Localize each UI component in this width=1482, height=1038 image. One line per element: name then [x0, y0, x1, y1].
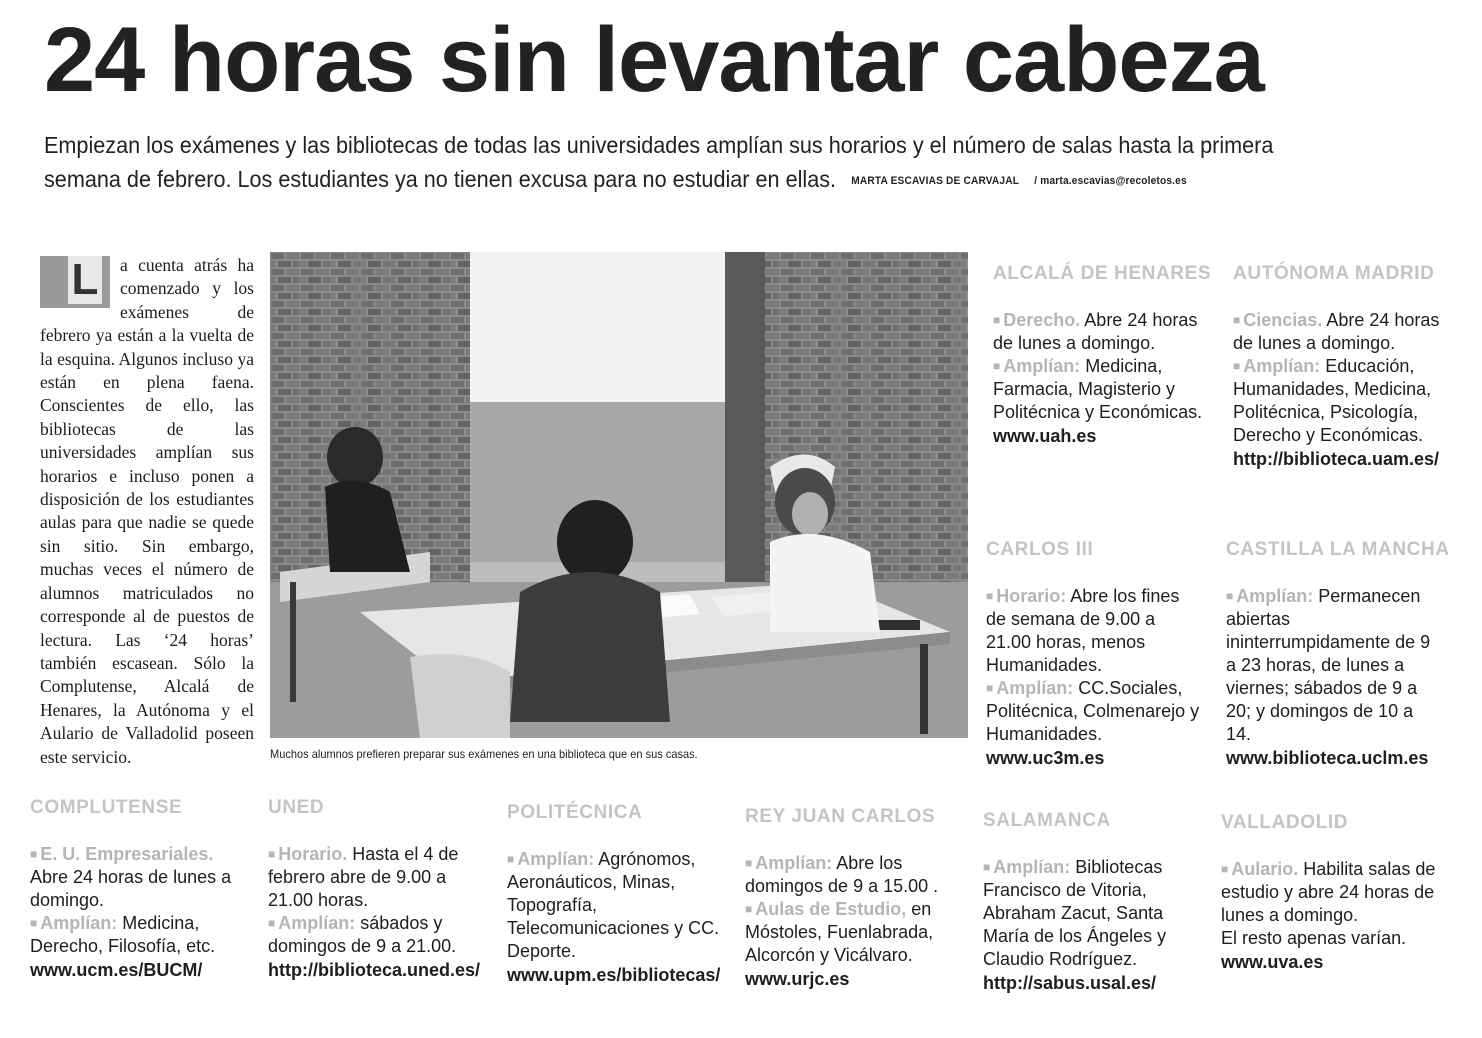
- box-text: Medicina, Farmacia, Magisterio y Politécnica y Económicas.: [993, 356, 1203, 422]
- box-line: [268, 912, 483, 958]
- bullet-icon: ■: [268, 847, 276, 861]
- box-label: Amplían:: [278, 913, 356, 933]
- box-title: REY JUAN CARLOS: [745, 806, 936, 827]
- bullet-icon: ■: [1226, 589, 1234, 603]
- box-text: Abre los fines de semana de 9.00 a 21.00 horas, menos Humanidades.: [986, 586, 1180, 675]
- bullet-icon: ■: [986, 589, 994, 603]
- box-label: Horario.: [278, 844, 348, 864]
- box-line: [1233, 309, 1448, 355]
- box-rey: [745, 805, 960, 991]
- box-line: [745, 898, 960, 967]
- box-line: [507, 848, 722, 963]
- box-url[interactable]: www.uva.es: [1221, 952, 1324, 972]
- box-line: [983, 856, 1193, 971]
- headline: 24 horas sin levantar cabeza: [44, 9, 1264, 111]
- box-label: Horario:: [996, 586, 1067, 606]
- bullet-icon: ■: [30, 916, 38, 930]
- box-title: VALLADOLID: [1221, 812, 1349, 833]
- box-text: Permanecen abiertas ininterrumpidamente de 9 a 23 horas, de lunes a viernes; sábados de 9 a 20; y domingos de 10 a 14.: [1226, 586, 1431, 744]
- bullet-icon: ■: [507, 852, 515, 866]
- box-url[interactable]: www.biblioteca.uclm.es: [1226, 748, 1429, 768]
- box-label: Aulas de Estudio,: [755, 899, 907, 919]
- box-line: [1221, 858, 1436, 927]
- box-label: Aulario.: [1231, 859, 1299, 879]
- library-photo-illustration: [270, 252, 968, 738]
- box-valladolid: [1221, 811, 1436, 974]
- bullet-icon: ■: [268, 916, 276, 930]
- article-text: a cuenta atrás ha comenzado y los exámenes de febrero ya están a la vuelta de la esquina. Algunos incluso ya están en plena faena. Conscientes de ello, las bibliotecas de las universidades amplían sus horarios e incluso ponen a disposición de los estudiantes aulas para que nadie se quede sin sitio. Sin embargo, muchas veces el número de alumnos matriculados no corresponde al de puestos de lectura. Las ‘24 horas’ también escasean. Sólo la Complutense, Alcalá de Henares, la Autónoma y el Aulario de Valladolid poseen este servicio.: [40, 255, 254, 767]
- box-title: POLITÉCNICA: [507, 802, 643, 823]
- box-text: Abre 24 horas de lunes a domingo.: [993, 310, 1198, 353]
- box-text: Bibliotecas Francisco de Vitoria, Abraham Zacut, Santa María de los Ángeles y Claudio Rodríguez.: [983, 857, 1167, 969]
- box-alcala: [993, 262, 1212, 448]
- box-extra: El resto apenas varían.: [1221, 928, 1407, 948]
- box-title: SALAMANCA: [983, 810, 1111, 831]
- box-label: Amplían:: [1243, 356, 1321, 376]
- box-url[interactable]: http://biblioteca.uam.es/: [1233, 449, 1440, 469]
- box-line: [993, 355, 1203, 424]
- box-title: ALCALÁ DE HENARES: [993, 263, 1212, 284]
- box-line: [986, 585, 1201, 677]
- box-line: [30, 912, 245, 958]
- box-url[interactable]: www.ucm.es/BUCM/: [30, 960, 203, 980]
- box-text: Hasta el 4 de febrero abre de 9.00 a 21.00 horas.: [268, 844, 459, 910]
- box-title: AUTÓNOMA MADRID: [1233, 263, 1435, 284]
- bullet-icon: ■: [745, 856, 753, 870]
- box-text: Abre 24 horas de lunes a domingo.: [30, 867, 232, 910]
- box-text: en Móstoles, Fuenlabrada, Alcorcón y Vicálvaro.: [745, 899, 934, 965]
- box-label: Amplían:: [755, 853, 833, 873]
- box-complutense: [30, 796, 245, 982]
- bullet-icon: ■: [1233, 313, 1241, 327]
- box-text: Medicina, Derecho, Filosofía, etc.: [30, 913, 216, 956]
- bullet-icon: ■: [986, 681, 994, 695]
- box-label: Amplían:: [1003, 356, 1081, 376]
- box-line: [268, 843, 483, 912]
- box-label: E. U. Empresariales.: [40, 844, 214, 864]
- box-line: [30, 843, 245, 912]
- byline-email: / marta.escavias@recoletos.es: [1034, 175, 1187, 187]
- box-line: [1233, 355, 1448, 447]
- box-label: Amplían:: [1236, 586, 1314, 606]
- subhead: [44, 128, 1332, 198]
- box-autonoma: [1233, 262, 1448, 471]
- article-body: [40, 254, 254, 769]
- box-line: [745, 852, 960, 898]
- bullet-icon: ■: [993, 359, 1001, 373]
- box-uned: [268, 796, 483, 982]
- box-label: Amplían:: [517, 849, 595, 869]
- photo-caption: Muchos alumnos prefieren preparar sus exámenes en una biblioteca que en sus casas.: [270, 747, 698, 761]
- box-url[interactable]: http://sabus.usal.es/: [983, 973, 1157, 993]
- box-label: Derecho.: [1003, 310, 1081, 330]
- box-label: Amplían:: [996, 678, 1074, 698]
- box-label: Ciencias.: [1243, 310, 1323, 330]
- bullet-icon: ■: [983, 860, 991, 874]
- box-line: [1226, 585, 1441, 746]
- box-url[interactable]: www.uc3m.es: [986, 748, 1105, 768]
- box-line: [986, 677, 1201, 746]
- box-carlos: [986, 538, 1201, 770]
- library-photo: [270, 252, 968, 738]
- box-text: Agrónomos, Aeronáuticos, Minas, Topografía, Telecomunicaciones y CC. Deporte.: [507, 849, 720, 961]
- box-line: [993, 309, 1203, 355]
- box-title: UNED: [268, 797, 325, 818]
- box-text: CC.Sociales, Politécnica, Colmenarejo y Humanidades.: [986, 678, 1200, 744]
- box-label: Amplían:: [993, 857, 1071, 877]
- box-text: sábados y domingos de 9 a 21.00.: [268, 913, 457, 956]
- box-title: COMPLUTENSE: [30, 797, 183, 818]
- box-url[interactable]: www.uah.es: [993, 426, 1097, 446]
- box-text: Educación, Humanidades, Medicina, Politécnica, Psicología, Derecho y Económicas.: [1233, 356, 1432, 445]
- box-title: CARLOS III: [986, 539, 1094, 560]
- box-text: Abre los domingos de 9 a 15.00 .: [745, 853, 939, 896]
- box-url[interactable]: http://biblioteca.uned.es/: [268, 960, 481, 980]
- box-text: Abre 24 horas de lunes a domingo.: [1233, 310, 1440, 353]
- box-castilla: [1226, 538, 1450, 770]
- box-politecnica: [507, 801, 722, 987]
- box-text: Habilita salas de estudio y abre 24 horas de lunes a domingo.: [1221, 859, 1436, 925]
- dropcap-letter: L: [68, 256, 102, 304]
- box-url[interactable]: www.urjc.es: [745, 969, 850, 989]
- box-salamanca: [983, 809, 1193, 995]
- bullet-icon: ■: [993, 313, 1001, 327]
- box-label: Amplían:: [40, 913, 118, 933]
- bullet-icon: ■: [1221, 862, 1229, 876]
- bullet-icon: ■: [745, 902, 753, 916]
- bullet-icon: ■: [1233, 359, 1241, 373]
- subhead-text: Empiezan los exámenes y las bibliotecas de todas las universidades amplían sus horarios y el número de salas hasta la primera semana de febrero. Los estudiantes ya no tienen excusa para no estudiar en ellas.: [44, 132, 1274, 192]
- box-url[interactable]: www.upm.es/bibliotecas/: [507, 965, 721, 985]
- bullet-icon: ■: [30, 847, 38, 861]
- box-title: CASTILLA LA MANCHA: [1226, 539, 1450, 560]
- byline-author: MARTA ESCAVIAS DE CARVAJAL: [851, 175, 1020, 187]
- dropcap: [40, 256, 110, 308]
